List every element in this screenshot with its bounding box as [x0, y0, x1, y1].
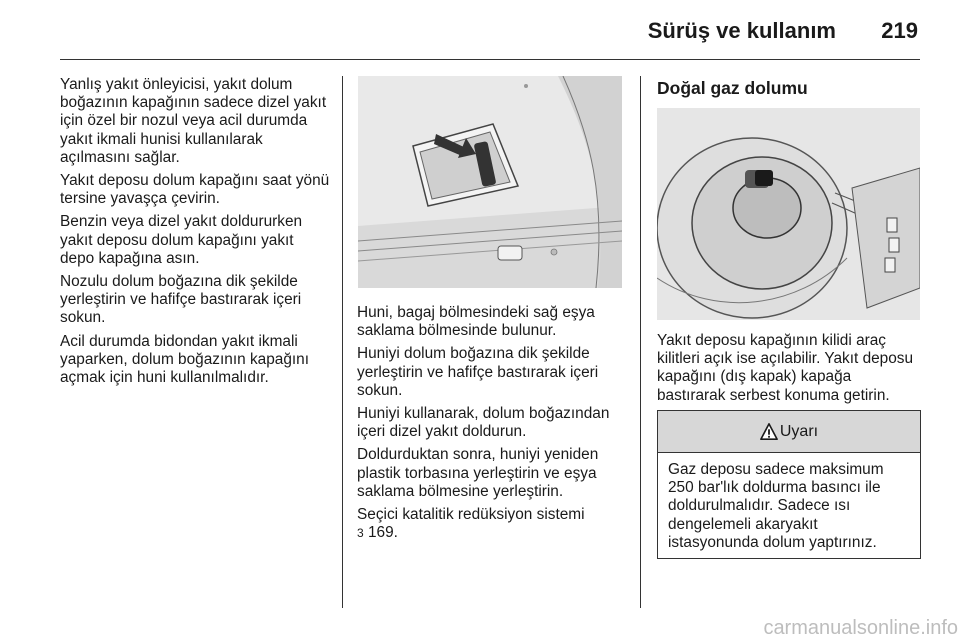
- paragraph: Huni, bagaj bölmesindeki sağ eşya saklama bölmesinde bulunur.: [357, 304, 595, 340]
- warning-body: Gaz deposu sadece maksimum 250 bar'lık doldurma basıncı ile doldurulmalıdır. Sadece ısı dengelemeli akaryakıt istasyonunda dolum yaptırınız.: [668, 461, 884, 551]
- warning-triangle-icon: [760, 423, 778, 441]
- paragraph: Yanlış yakıt önleyicisi, yakıt dolum boğazının kapağının sadece dizel yakıt için özel bir nozul veya acil durumda yakıt ikmali hunisi kullanılarak açılmasını sağlar.: [60, 76, 327, 166]
- paragraph: Benzin veya dizel yakıt doldururken yakıt deposu dolum kapağını yakıt depo kapağına asın.: [60, 213, 303, 267]
- warning-title: Uyarı: [779, 422, 819, 440]
- paragraph: Huniyi kullanarak, dolum boğazından içeri dizel yakıt doldurun.: [357, 405, 610, 441]
- reference-arrow-icon: 3: [357, 526, 364, 541]
- column-2: [357, 304, 625, 547]
- gas-filler-illustration: [657, 108, 920, 320]
- paragraph: Yakıt deposu kapağının kilidi araç kilitleri açık ise açılabilir. Yakıt deposu kapağını (dış kapak) kapağa bastırarak serbest konuma getirin.: [657, 332, 914, 404]
- paragraph: Nozulu dolum boğazına dik şekilde yerleştirin ve hafifçe bastırarak içeri sokun.: [60, 273, 302, 327]
- gas-filler-svg: [657, 108, 920, 320]
- paragraph: Doldurduktan sonra, huniyi yeniden plastik torbasına yerleştirin ve eşya saklama bölmesine yerleştirin.: [357, 446, 599, 500]
- section-heading: Doğal gaz dolumu: [657, 78, 808, 98]
- header-rule: [60, 59, 920, 60]
- page-reference[interactable]: 169.: [363, 524, 398, 542]
- warning-box: [657, 410, 921, 559]
- column-3: [657, 332, 922, 410]
- column-divider: [640, 76, 641, 608]
- paragraph: Huniyi dolum boğazına dik şekilde yerleştirin ve hafifçe bastırarak içeri sokun.: [357, 345, 599, 399]
- page-header: [0, 0, 960, 62]
- paragraph-text: Seçici katalitik redüksiyon sistemi: [357, 506, 585, 524]
- column-divider: [342, 76, 343, 608]
- trunk-compartment-illustration: [358, 76, 622, 288]
- paragraph: Yakıt deposu dolum kapağını saat yönü tersine yavaşça çevirin.: [60, 172, 330, 208]
- page-number: 219: [881, 18, 918, 43]
- trunk-illustration-svg: [358, 76, 622, 288]
- column-1: [60, 76, 332, 392]
- watermark: carmanualsonline.info: [763, 617, 958, 639]
- paragraph: [357, 506, 625, 542]
- page-title: Sürüş ve kullanım: [647, 18, 836, 43]
- warning-header: [658, 411, 920, 453]
- paragraph: Acil durumda bidondan yakıt ikmali yaparken, dolum boğazının kapağını açmak için huni kullanılmalıdır.: [60, 332, 309, 387]
